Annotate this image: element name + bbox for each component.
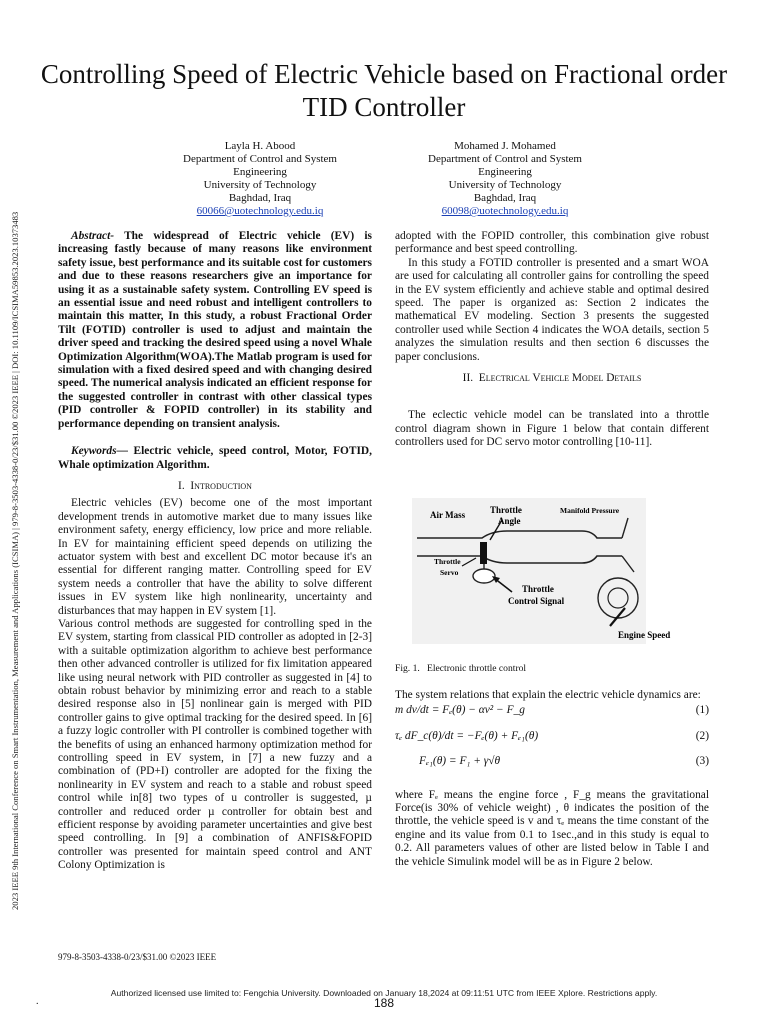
section-number: II.	[462, 372, 474, 385]
equation-1	[395, 704, 709, 717]
equation-number: (3)	[695, 755, 709, 768]
author-email-link[interactable]: 60066@uotechnology.edu.iq	[196, 205, 324, 217]
system-relations-intro: The system relations that explain the electric vehicle dynamics are:	[395, 689, 701, 701]
keywords-label: Keywords—	[71, 445, 128, 458]
author-city: Baghdad, Iraq	[228, 192, 292, 204]
author-dept-cont: Engineering	[478, 166, 532, 178]
author-dept-cont: Engineering	[233, 166, 287, 178]
abstract-text: The widespread of Electric vehicle (EV) is increasing fastly because of many reasons like environment safety issue, best performance and its suitable cost for customers and due to these reasons researchers give an importance for using it as a sustainable safety system. Controlling EV speed is an essential issue and need robust and intelligent controllers to maintain this matter, In this study, a robust Fractional Order Tilt (FOTID) controller is used to adjust and maintain the driver speed and tracking the desired speed using a novel Whale Optimization Algorithm(WOA).The Matlab program is used for simulation with a fixed desired speed and with changing desired speed. The numerical analysis indicated an efficient response for the suggested controller in contrast with other classical types (PID controller & FOPID controller) in its stability and performance depending on transient analysis.	[58, 230, 372, 430]
author-name: Mohamed J. Mohamed	[454, 140, 556, 152]
author-city: Baghdad, Iraq	[473, 192, 537, 204]
label-throttle-angle-2: Angle	[498, 516, 521, 526]
keywords-text: Electric vehicle, speed control, Motor, FOTID, Whale optimization Algorithm.	[58, 445, 372, 471]
section-heading-model	[395, 372, 709, 385]
label-throttle-servo: Throttle	[434, 557, 461, 566]
paper-title: Controlling Speed of Electric Vehicle based on Fractional order TID Controller	[40, 59, 728, 122]
throttle-diagram-svg	[412, 498, 671, 644]
label-throttle-angle: Throttle	[490, 505, 522, 515]
intake-pipe-top	[417, 531, 622, 538]
figure-caption-text: Electronic throttle control	[427, 663, 527, 674]
equation-text: τₑ dF_c(θ)/dt = −Fₑ(θ) + Fₑ₁(θ)	[395, 729, 539, 742]
right-column	[395, 230, 709, 450]
author-univ: University of Technology	[203, 179, 317, 191]
equation-2	[395, 730, 709, 743]
label-engine-speed: Engine Speed	[618, 630, 671, 640]
figure-caption-number: Fig. 1.	[395, 663, 420, 674]
manifold-branch-2	[622, 556, 634, 572]
author-name: Layla H. Abood	[224, 140, 296, 152]
equations-section	[395, 689, 709, 869]
right-paragraph-1: adopted with the FOPID controller, this combination give robust performance and best speed controlling.	[395, 230, 709, 256]
equation-3	[395, 755, 709, 768]
equation-text: Fₑ₁(θ) = F₁ + γ√θ	[419, 755, 501, 768]
author-dept: Department of Control and System	[183, 153, 337, 165]
throttle-servo	[473, 569, 495, 583]
left-column	[58, 230, 372, 873]
label-manifold-pressure: Manifold Pressure	[560, 506, 620, 515]
abstract-label: Abstract-	[71, 230, 115, 242]
footer-copyright: 979-8-3503-4338-0/23/$31.00 ©2023 IEEE	[58, 952, 217, 962]
section-number: I.	[178, 479, 185, 492]
label-throttle-servo-2: Servo	[440, 568, 459, 577]
intro-paragraph-2: Various control methods are suggested for controlling sped in the EV system, starting from classical PID controller as adopted in [2-3] with a suitable optimization algorithm to achieve best performance then other advanced controller is utilized for fix limitation appeared like using neural network with PID controller as suggested in [4] to obtain robust behavior by minimizing error and reach to a stable desired response also in [5] nonlinear gain is merged with PID controller gains to give optimal tracking for the desired speed. In [6] a fuzzy logic controller with PI controller is combined together with the benefits of using an enhanced harmony optimization method for controlling speed in EV system, in [7] a new fuzzy and a combination of (PD+I) controller are adopted for the fixing the nonlinearity in EV system and reach to a stable and robust speed control while in[8] two types of u controller is suggested, µ controller and reduced order µ controller for obtain best and efficient response by avoiding parameter uncertainties and give best speed controlling. In [9] a combination of ANFIS&FOPID controller was presented for maintain speed control and ANT Colony Optimization is	[58, 617, 372, 872]
stray-dot: .	[36, 996, 39, 1007]
servo-label-pointer	[462, 558, 476, 566]
intro-paragraph-1: Electric vehicles (EV) become one of the most important development trends in automotive market due to many issues like environment safety, energy efficiency, low price and more reliable. In EV for maintaining efficient speed depends on utilizing the actuator system with best and excellent DC motor because it's an essential for different ranging matter. Controlling speed for EV system needs a controller that have the ability to solve different issues in EV system like high nonlinearity, uncertainty and disturbances that may happen in EV system [1].	[58, 497, 372, 617]
engine-wheel-inner	[608, 588, 628, 608]
keywords	[58, 445, 372, 472]
throttle-plate	[480, 542, 487, 564]
section-title: Electrical Vehicle Model Details	[478, 372, 642, 385]
author-block-1	[160, 140, 360, 218]
label-throttle-signal: Throttle	[522, 584, 554, 594]
equation-number: (1)	[695, 704, 709, 717]
where-paragraph: where Fₑ means the engine force , F_g means the gravitational Force(is 30% of vehicle weight) , θ indicates the position of the throttle, the vehicle speed is v and τₑ means the time constant of the engine and its value from 0.1 to 1sec.,and in this study is equal to 0.2. All parameters values of other are listed below in Table I and the vehicle Simulink model will be as in Figure 2 below.	[395, 788, 709, 868]
manifold-branch	[622, 518, 628, 538]
author-email-link[interactable]: 60098@uotechnology.edu.iq	[441, 205, 569, 217]
engine-wheel	[598, 578, 638, 618]
label-air-mass: Air Mass	[430, 510, 466, 520]
figure-electronic-throttle	[412, 498, 671, 644]
side-citation-text: 2023 IEEE 9th International Conference on Smart Instrumentation, Measurement and Applications (ICSIMA) | 979-8-3503-4338-0/23/$31.00 ©2023 IEEE | DOI: 10.1109/ICSIMA59853.2023.10373483	[10, 211, 20, 910]
authorized-use-notice: Authorized licensed use limited to: Fengchia University. Downloaded on January 18,2024 at 09:11:51 UTC from IEEE Xplore. Restrictions apply.	[110, 988, 658, 998]
author-block-2	[405, 140, 605, 218]
label-throttle-signal-2: Control Signal	[508, 596, 565, 606]
equation-number: (2)	[695, 729, 709, 742]
author-univ: University of Technology	[448, 179, 562, 191]
abstract	[58, 230, 372, 431]
section-heading-intro	[58, 480, 372, 493]
right-paragraph-2: In this study a FOTID controller is presented and a smart WOA are used for calculating all controller gains for controlling the speed in the EV system efficiently and achieve stable and optimal desired speed. The paper is organized as: Section 2 indicates the mathematical EV modeling. Section 3 presents the suggested controller used while Section 4 indicates the WOA details, section 5 analyzes the simulation results and then section 6 discusses the paper conclusions.	[395, 256, 709, 363]
page-number: 188	[373, 996, 395, 1010]
author-dept: Department of Control and System	[428, 153, 582, 165]
model-paragraph: The eclectic vehicle model can be translated into a throttle control diagram shown in Figure 1 below that contain different controllers used for DC servo motor controlling [10-11].	[395, 409, 709, 449]
equation-text: m dv/dt = Fₑ(θ) − αv² − F_g	[395, 704, 525, 717]
figure-caption	[395, 663, 526, 674]
section-title: Introduction	[190, 479, 252, 492]
